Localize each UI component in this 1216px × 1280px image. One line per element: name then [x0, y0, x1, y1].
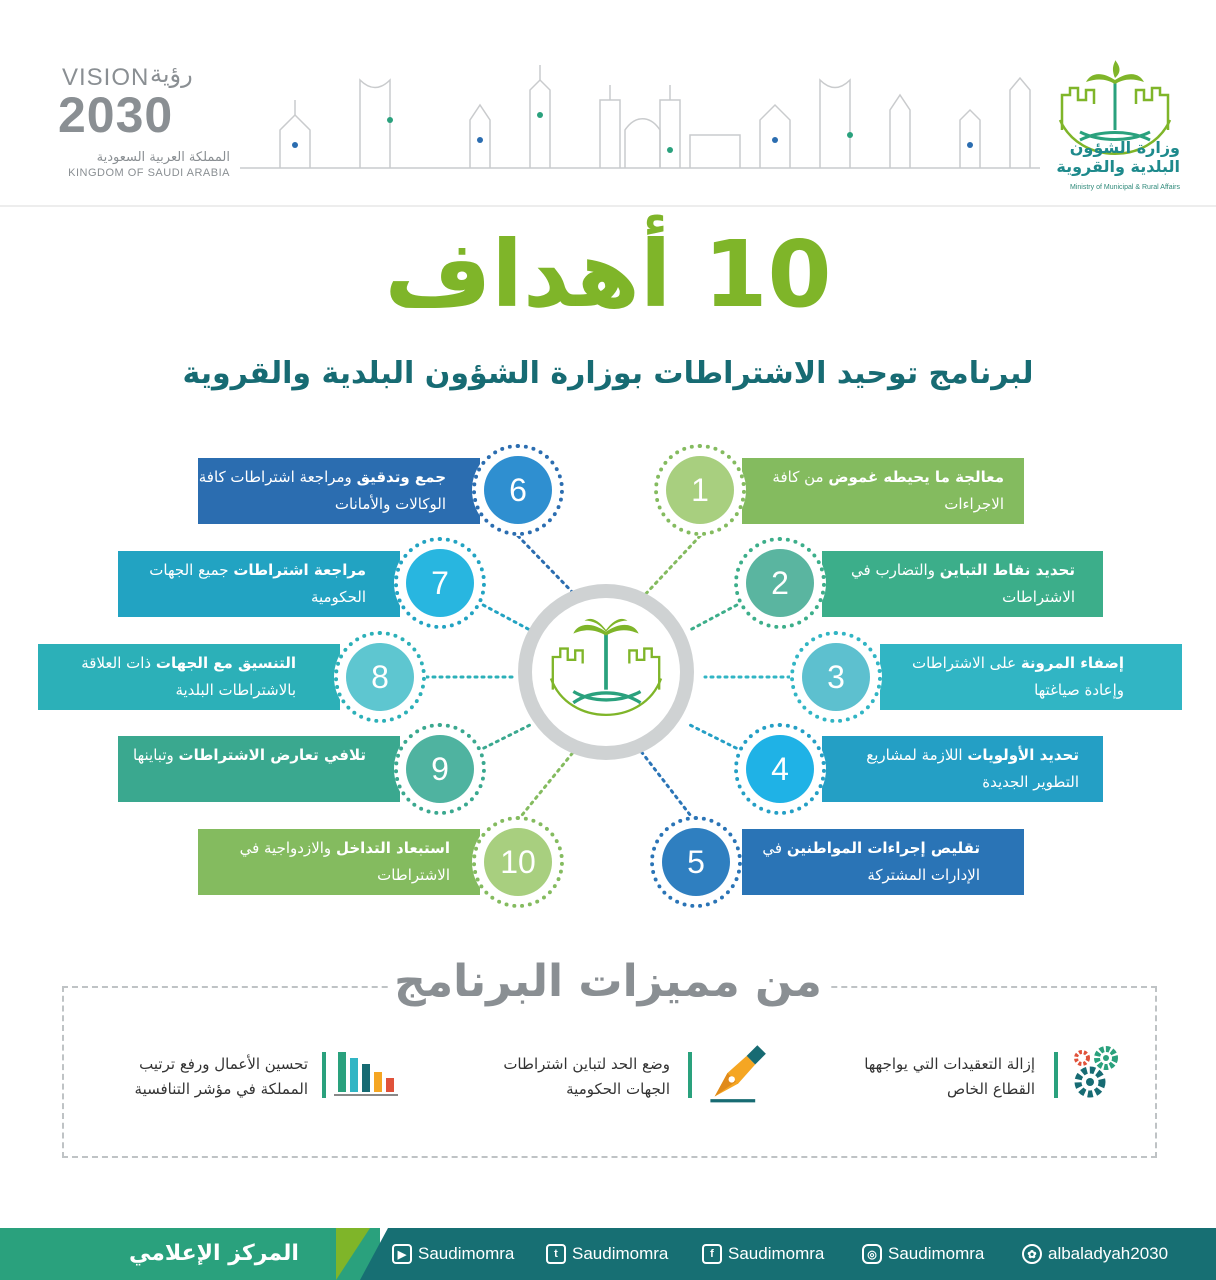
- goal-1-bar: [742, 458, 1024, 524]
- goal-1-text: من كافة الاجراءات: [772, 468, 1004, 513]
- snapchat-link[interactable]: [1022, 1242, 1168, 1266]
- subtitle: لبرنامج توحيد الاشتراطات بوزارة الشؤون البلدية والقروية: [182, 356, 1034, 391]
- feature-3-separator: [322, 1052, 326, 1098]
- goal-4-bar: [822, 736, 1103, 802]
- ministry-name-english: Ministry of Municipal & Rural Affairs: [1070, 184, 1180, 191]
- goal-1-number: 1: [666, 456, 734, 524]
- goal-7-bold: مراجعة اشتراطات: [233, 561, 366, 579]
- goal-3-text: على الاشتراطات وإعادة صياغتها: [911, 654, 1124, 699]
- vision-country-arabic: المملكة العربية السعودية: [96, 150, 230, 165]
- youtube-icon: ▶: [392, 1244, 412, 1264]
- header: [0, 0, 1216, 205]
- media-center-label: المركز الإعلامي: [129, 1241, 299, 1266]
- goal-9-number: 9: [406, 735, 474, 803]
- goal-9-bar: [118, 736, 400, 802]
- pen-nib-icon: [704, 1040, 768, 1106]
- goal-10-text: والازدواجية في الاشتراطات: [239, 839, 450, 884]
- goal-9-ring: [394, 723, 486, 815]
- ministry-name-arabic: وزارة الشؤون البلدية والقروية: [1056, 138, 1180, 176]
- goal-5-number: 5: [662, 828, 730, 896]
- instagram-link[interactable]: [862, 1242, 984, 1266]
- city-skyline-illustration: [240, 60, 1040, 175]
- snapchat-icon: ✿: [1022, 1244, 1042, 1264]
- goal-8-number: 8: [346, 643, 414, 711]
- feature-2-separator: [688, 1052, 692, 1098]
- vision-country-english: KINGDOM OF SAUDI ARABIA: [68, 167, 230, 179]
- gears-icon: [1070, 1040, 1130, 1104]
- goal-2-bold: تحديد نقاط التباين: [939, 561, 1075, 579]
- instagram-handle: Saudimomra: [888, 1244, 985, 1263]
- header-divider: [0, 205, 1216, 207]
- goal-8-ring: [334, 631, 426, 723]
- goal-1-bold: معالجة ما يحيطه غموض: [828, 468, 1004, 486]
- vision-year: 2030: [58, 87, 174, 143]
- feature-2-text: وضع الحد لتباين اشتراطات الجهات الحكومية: [503, 1055, 670, 1098]
- bar-chart-icon: [334, 1048, 398, 1098]
- youtube-handle: Saudimomra: [418, 1244, 515, 1263]
- goal-3-ring: [790, 631, 882, 723]
- goal-4-ring: [734, 723, 826, 815]
- instagram-icon: ◎: [862, 1244, 882, 1264]
- goal-4-bold: تحديد الأولويات: [967, 746, 1079, 764]
- vision-word: VISION: [62, 64, 150, 91]
- goal-2-bar: [822, 551, 1103, 617]
- goal-6-ring: [472, 444, 564, 536]
- goal-4-text: اللازمة لمشاريع التطوير الجديدة: [866, 746, 1079, 791]
- features-title: من مميزات البرنامج: [388, 950, 828, 1014]
- facebook-handle: Saudimomra: [728, 1244, 825, 1263]
- snapchat-handle: albaladyah2030: [1048, 1244, 1169, 1263]
- main-title: 10 أهداف: [384, 221, 832, 328]
- goal-9-bold: تلافي تعارض الاشتراطات: [178, 746, 366, 764]
- goal-7-number: 7: [406, 549, 474, 617]
- goal-6-text: ومراجعة اشتراطات كافة الوكالات والأمانات: [198, 468, 446, 513]
- goal-5-ring: [650, 816, 742, 908]
- goal-7-bar: [118, 551, 400, 617]
- youtube-link[interactable]: [392, 1242, 514, 1266]
- goal-7-text: جميع الجهات الحكومية: [149, 561, 366, 606]
- goal-10-ring: [472, 816, 564, 908]
- goal-2-number: 2: [746, 549, 814, 617]
- goal-7-ring: [394, 537, 486, 629]
- feature-3-text: تحسين الأعمال ورفع ترتيب المملكة في مؤشر التنافسية: [134, 1055, 308, 1098]
- goal-3-number: 3: [802, 643, 870, 711]
- facebook-icon: f: [702, 1244, 722, 1264]
- facebook-link[interactable]: [702, 1242, 824, 1266]
- goal-6-bold: جمع وتدقيق: [356, 468, 446, 486]
- goal-8-bold: التنسيق مع الجهات: [155, 654, 296, 672]
- feature-1-separator: [1054, 1052, 1058, 1098]
- goal-5-bold: تقليص إجراءات المواطنين: [786, 839, 980, 857]
- vision-word-arabic: رؤية: [150, 60, 193, 88]
- goal-9-text: وتباينها: [133, 746, 179, 764]
- goal-10-bold: استبعاد التداخل: [335, 839, 450, 857]
- goal-3-bar: [880, 644, 1182, 710]
- goal-8-text: ذات العلاقة بالاشتراطات البلدية: [81, 654, 296, 699]
- goal-8-bar: [38, 644, 340, 710]
- goal-1-ring: [654, 444, 746, 536]
- feature-1-text: إزالة التعقيدات التي يواجهها القطاع الخاص: [864, 1055, 1035, 1098]
- goal-2-ring: [734, 537, 826, 629]
- twitter-link[interactable]: [546, 1242, 668, 1266]
- goal-4-number: 4: [746, 735, 814, 803]
- center-emblem-icon: [536, 604, 676, 738]
- goal-10-number: 10: [484, 828, 552, 896]
- goal-3-bold: إضفاء المرونة: [1020, 654, 1124, 672]
- goal-2-text: والتضارب في الاشتراطات: [851, 561, 1075, 606]
- goal-6-bar: [198, 458, 480, 524]
- twitter-handle: Saudimomra: [572, 1244, 669, 1263]
- footer: [0, 1228, 1216, 1280]
- goal-6-number: 6: [484, 456, 552, 524]
- goal-10-bar: [198, 829, 480, 895]
- twitter-icon: t: [546, 1244, 566, 1264]
- goal-5-bar: [742, 829, 1024, 895]
- goal-5-text: في الإدارات المشتركة: [762, 839, 980, 884]
